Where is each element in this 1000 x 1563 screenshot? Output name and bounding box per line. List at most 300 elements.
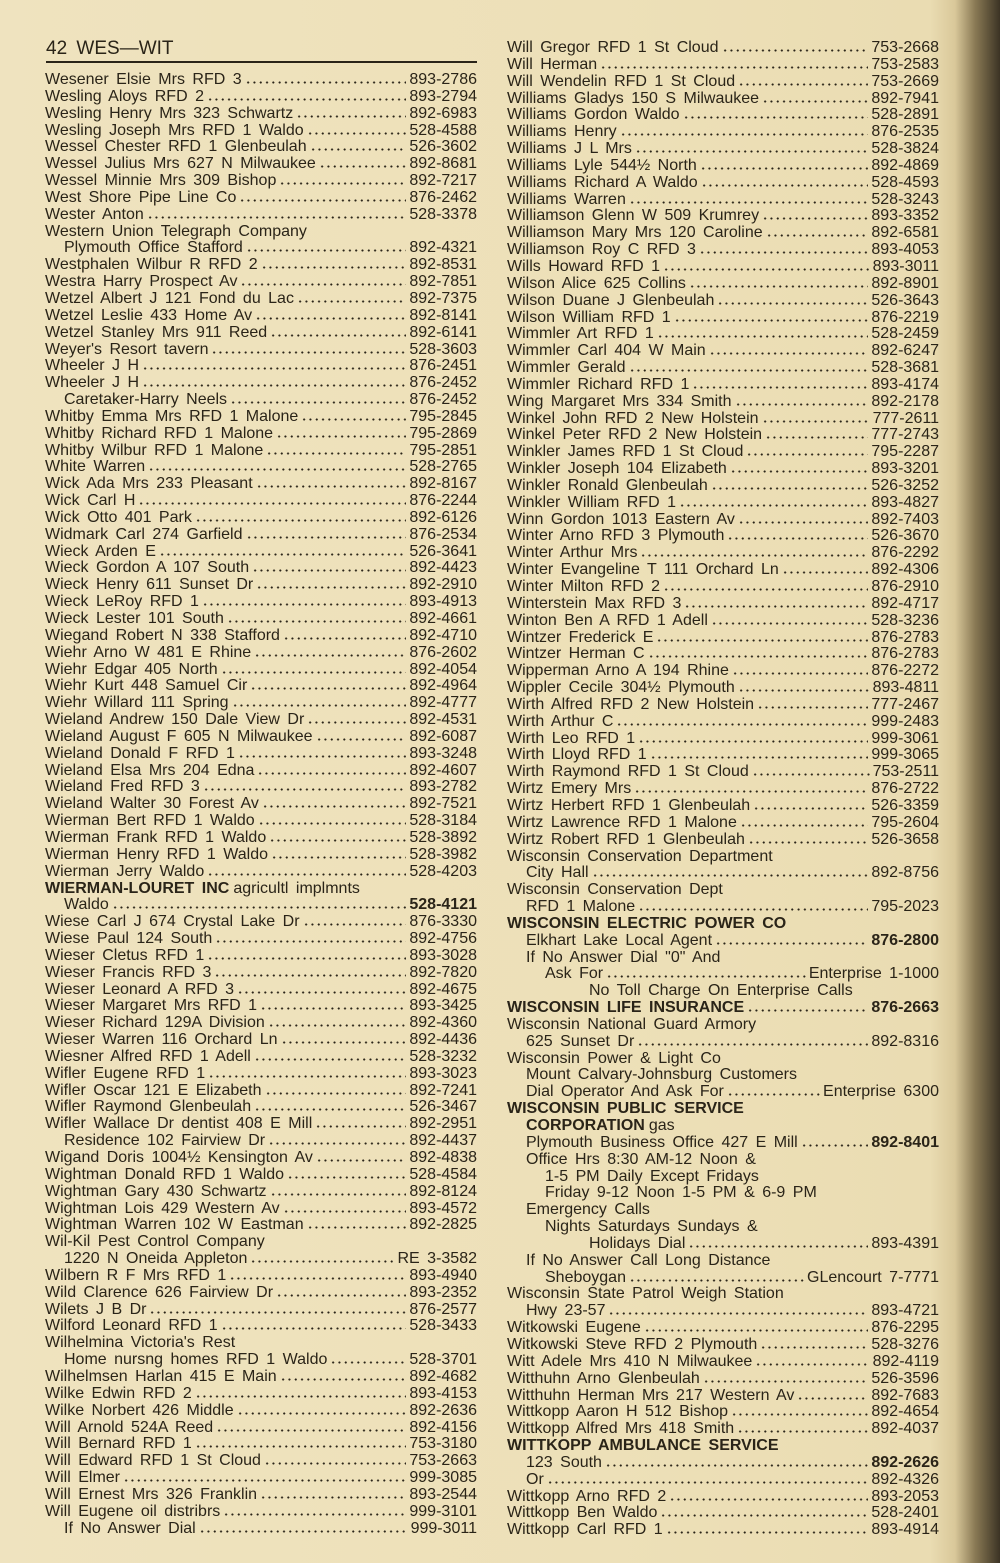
listing-name: Whitby Wilbur RFD 1 Malone [45, 441, 264, 459]
listing-row [45, 847, 477, 864]
listing-name: Wilson William RFD 1 [507, 308, 671, 326]
listing-phone: RE 3-3582 [397, 1250, 477, 1268]
listing-name: Winkler William RFD 1 [507, 493, 676, 511]
dot-leader [276, 428, 406, 438]
listing-name: Williams J L Mrs [507, 140, 632, 158]
listing-row [507, 849, 939, 866]
listing-name: Will Herman [507, 55, 598, 73]
dot-leader [722, 42, 869, 52]
listing-name: Wigand Doris 1004½ Kensington Av [45, 1149, 313, 1166]
listing-phone: 876-2577 [409, 1300, 477, 1318]
listing-row [45, 409, 477, 426]
listing-name: Wifler Oscar 121 E Elizabeth [45, 1081, 262, 1099]
listing-row [45, 1285, 477, 1302]
listing-row [507, 630, 939, 647]
dot-leader [195, 1438, 407, 1448]
dot-leader [762, 210, 868, 220]
listing-name: Wittkopp Alfred Mrs 418 Smith [507, 1420, 735, 1438]
listing-phone: 528-2401 [871, 1504, 939, 1522]
dot-leader [142, 360, 406, 370]
listing-name: West Shore Pipe Line Co [45, 188, 237, 206]
listing-phone: 892-2951 [409, 1115, 477, 1133]
listing-phone: 892-8681 [409, 155, 477, 173]
listing-note: agricultl implmnts [233, 879, 360, 897]
listing-phone: 876-3330 [409, 913, 477, 931]
dot-leader [280, 1371, 407, 1381]
listing-row [507, 1152, 939, 1169]
listing-row [45, 1369, 477, 1386]
dot-leader [731, 1406, 868, 1416]
listing-phone: 892-4437 [409, 1132, 477, 1150]
listing-row [45, 257, 477, 274]
listing-phone: 999-3101 [409, 1502, 477, 1520]
dot-leader [689, 278, 869, 288]
listing-phone: 892-4682 [409, 1367, 477, 1385]
listing-phone: 892-7851 [409, 273, 477, 291]
listing-name: Wetzel Albert J 121 Fond du Lac [45, 289, 294, 307]
listing-row [507, 427, 939, 444]
listing-name: WISCONSIN PUBLIC SERVICE [507, 1100, 744, 1118]
listing-phone: 892-8167 [409, 475, 477, 493]
listing-phone: 892-8901 [871, 274, 939, 292]
dot-leader [214, 967, 406, 977]
listing-name: Wirth Raymond RFD 1 St Cloud [507, 763, 749, 781]
listing-phone: 893-2544 [409, 1485, 477, 1503]
listing-row [45, 796, 477, 813]
listing-name: Williamson Glenn W 509 Krumrey [507, 207, 760, 225]
dot-leader [606, 968, 806, 978]
dot-leader [262, 798, 407, 808]
listing-phone: 999-2483 [871, 712, 939, 730]
dot-leader [684, 598, 868, 608]
listing-name: Residence 102 Fairview Dr [64, 1132, 266, 1150]
listing-row [507, 1522, 939, 1539]
listing-row [507, 1000, 939, 1017]
listing-row [45, 1386, 477, 1403]
listing-phone: Enterprise 1-1000 [808, 965, 939, 983]
dot-leader [797, 1390, 868, 1400]
listing-name: 1220 N Oneida Appleton [64, 1250, 248, 1268]
dot-leader [753, 800, 868, 810]
listing-name: Wieser Margaret Mrs RFD 1 [45, 997, 258, 1015]
listing-phone: 893-4913 [409, 593, 477, 611]
listing-row [45, 645, 477, 662]
dot-leader [221, 1320, 407, 1330]
dot-leader [207, 950, 406, 960]
listing-phone: 528-3681 [871, 359, 939, 377]
listing-name: Winton Ben A RFD 1 Adell [507, 611, 708, 629]
dot-leader [629, 362, 869, 372]
listing-row [507, 1337, 939, 1354]
listing-name: Wintzer Herman C [507, 645, 645, 663]
listing-row [507, 74, 939, 91]
listing-row [507, 1438, 939, 1455]
listing-phone: 876-2452 [409, 391, 477, 409]
listing-phone: 893-4827 [871, 493, 939, 511]
listing-name: Wisconsin National Guard Armory [507, 1015, 757, 1033]
listing-phone: 892-4654 [871, 1403, 939, 1421]
dot-leader [208, 1068, 406, 1078]
listing-row [45, 1184, 477, 1201]
listing-phone: 892-7683 [871, 1386, 939, 1404]
dot-leader [265, 1085, 407, 1095]
listing-phone: 892-4054 [409, 660, 477, 678]
dot-leader [301, 411, 406, 421]
listing-name: Wierman Frank RFD 1 Waldo [45, 828, 267, 846]
dot-leader [238, 748, 407, 758]
listing-phone: 753-2511 [872, 763, 939, 781]
dot-leader [740, 817, 869, 827]
listing-phone: 892-4607 [409, 761, 477, 779]
listing-name: Wittkopp Arno RFD 2 [507, 1487, 667, 1505]
listing-row [507, 646, 939, 663]
listing-name: Wittkopp Carl RFD 1 [507, 1521, 663, 1539]
listing-phone: 528-3982 [409, 845, 477, 863]
listing-name: Winter Arno RFD 3 Plymouth [507, 527, 725, 545]
listing-name: Will Edward RFD 1 St Cloud [45, 1452, 261, 1470]
listing-phone: 893-4174 [871, 375, 939, 393]
listing-phone: 893-4391 [871, 1234, 939, 1252]
listing-row [507, 310, 939, 327]
listing-phone: 876-2295 [871, 1319, 939, 1337]
listing-phone: 876-2663 [871, 999, 939, 1017]
listing-row [45, 1234, 477, 1251]
listing-row [507, 1371, 939, 1388]
listing-name: Winter Arthur Mrs [507, 544, 638, 562]
listing-name: Wifler Wallace Dr dentist 408 E Mill [45, 1115, 313, 1133]
listing-name: Westphalen Wilbur R RFD 2 [45, 256, 258, 274]
listing-row [45, 1268, 477, 1285]
dot-leader [227, 613, 407, 623]
listing-row [507, 1202, 939, 1219]
listing-name: Wilke Edwin RFD 2 [45, 1384, 192, 1402]
listing-phone: 892-6581 [871, 224, 939, 242]
listing-name: City Hall [526, 864, 589, 882]
listing-phone: 528-3276 [871, 1335, 939, 1353]
listing-name: Wieland Fred RFD 3 [45, 778, 200, 796]
listing-note: gas [648, 1117, 675, 1134]
listing-row [45, 1133, 477, 1150]
dot-leader [620, 126, 869, 136]
listing-name: Wills Howard RFD 1 [507, 257, 661, 275]
listing-row [45, 1201, 477, 1218]
listing-name: Wester Anton [45, 205, 144, 223]
listing-name: Wilhelmsen Harlan 415 E Main [45, 1367, 277, 1385]
listing-row [507, 596, 939, 613]
listing-phone: 528-4593 [871, 173, 939, 191]
listing-phone: 753-2668 [871, 39, 939, 56]
listing-phone: 892-6247 [871, 342, 939, 360]
dot-leader [782, 564, 869, 574]
listing-name: Wiehr Kurt 448 Samuel Cir [45, 677, 248, 695]
listing-name: Wilson Alice 625 Collins [507, 274, 686, 292]
listing-row [507, 326, 939, 343]
listing-phone: 526-3658 [871, 830, 939, 848]
dot-leader [207, 91, 406, 101]
listing-name: Wieser Leonard A RFD 3 [45, 980, 234, 998]
listing-row [507, 208, 939, 225]
listing-phone: 999-3061 [871, 729, 939, 747]
listing-name: Williamson Roy C RFD 3 [507, 241, 696, 259]
listing-phone: 892-4037 [871, 1420, 939, 1438]
dot-leader [138, 495, 406, 505]
listing-row [45, 1453, 477, 1470]
listing-phone: 876-2783 [871, 645, 939, 663]
listing-phone: 892-6087 [409, 727, 477, 745]
dot-leader [737, 1423, 868, 1433]
listing-row [507, 1051, 939, 1068]
listing-name: Wieser Francis RFD 3 [45, 963, 212, 981]
listing-phone: 892-7521 [409, 795, 477, 813]
listing-name: Witkowski Eugene [507, 1319, 641, 1337]
listing-phone: 526-3641 [409, 542, 477, 560]
dot-leader [256, 478, 407, 488]
dot-leader [307, 1219, 407, 1229]
listing-name: Will Bernard RFD 1 [45, 1435, 192, 1453]
listing-row [507, 242, 939, 259]
listing-name: Wisconsin Conservation Dept [507, 881, 723, 899]
listing-name: Mount Calvary-Johnsburg Customers [526, 1066, 797, 1084]
listing-phone: 892-4661 [409, 610, 477, 627]
listing-row [45, 1302, 477, 1319]
listing-phone: 876-2452 [409, 374, 477, 392]
listing-name: Winkler Joseph 104 Elizabeth [507, 460, 727, 478]
listing-name: Wilhelmina Victoria's Rest [45, 1334, 236, 1352]
listing-row [507, 1404, 939, 1421]
dot-leader [195, 1388, 407, 1398]
listing-row [507, 495, 939, 512]
listing-row [507, 1017, 939, 1034]
listing-phone: 892-2636 [409, 1401, 477, 1419]
dot-leader [711, 615, 869, 625]
listing-phone: 892-8756 [871, 864, 939, 882]
listing-phone: 892-7241 [409, 1081, 477, 1099]
listing-name: If No Answer Dial [64, 1519, 196, 1537]
listing-name: Winn Gordon 1013 Eastern Av [507, 510, 735, 528]
listing-name: Wieser Richard 129A Division [45, 1014, 265, 1032]
page-number: 42 [46, 38, 68, 59]
listing-row [45, 493, 477, 510]
dot-leader [801, 1137, 869, 1147]
dot-leader [640, 547, 868, 557]
listing-row [507, 1303, 939, 1320]
dot-leader [239, 192, 406, 202]
listing-row [507, 865, 939, 882]
listing-row [45, 864, 477, 881]
listing-phone: 892-4756 [409, 930, 477, 948]
dot-leader [703, 1373, 869, 1383]
listing-phone: 892-7375 [409, 289, 477, 307]
dot-leader [638, 733, 868, 743]
listing-name: Wimmler Carl 404 W Main [507, 342, 706, 360]
listing-phone: 795-2023 [871, 898, 939, 916]
listing-phone: 893-4811 [872, 679, 939, 697]
listing-row [507, 950, 939, 967]
listing-phone: 777-2611 [872, 409, 939, 427]
listing-phone: 892-2178 [871, 392, 939, 410]
dot-leader [700, 160, 869, 170]
listing-phone: 876-2462 [409, 188, 477, 206]
dot-leader [762, 413, 870, 423]
listing-phone: 528-4588 [409, 121, 477, 139]
listing-row [507, 411, 939, 428]
listing-row [45, 577, 477, 594]
listing-name: Wirth Lloyd RFD 1 [507, 746, 647, 764]
listing-name: Winter Evangeline T 111 Orchard Ln [507, 561, 779, 579]
listing-name: Wiehr Willard 111 Spring [45, 694, 229, 712]
listing-row [507, 697, 939, 714]
dot-leader [261, 259, 407, 269]
listing-row [45, 173, 477, 190]
listing-name: Wilbern R F Mrs RFD 1 [45, 1266, 227, 1284]
listing-name: Wheeler J H [45, 357, 140, 375]
listing-name: Sheboygan [545, 1268, 626, 1286]
listing-name: Wesling Joseph Mrs RFD 1 Waldo [45, 121, 304, 139]
dot-leader [727, 1086, 820, 1096]
listing-row [45, 1116, 477, 1133]
listing-phone: 892-8316 [871, 1032, 939, 1050]
listing-name: Wimmler Richard RFD 1 [507, 375, 690, 393]
dot-leader [315, 1118, 406, 1128]
listing-name: Friday 9-12 Noon 1-5 PM & 6-9 PM [545, 1184, 817, 1202]
listing-phone: 528-3433 [409, 1317, 477, 1335]
listing-phone: 893-4721 [871, 1302, 939, 1320]
listing-phone: 892-2825 [409, 1216, 477, 1234]
listing-phone: 753-2663 [409, 1452, 477, 1470]
dot-leader [709, 345, 869, 355]
listing-name: Will Wendelin RFD 1 St Cloud [507, 72, 736, 90]
listing-row [507, 444, 939, 461]
listing-phone: 528-3824 [871, 140, 939, 158]
listing-row [45, 72, 477, 89]
dot-leader [254, 1051, 407, 1061]
listing-phone: 528-4121 [409, 896, 477, 914]
dot-leader [699, 244, 868, 254]
listing-name: Wieck Henry 611 Sunset Dr [45, 576, 254, 594]
listing-row [507, 512, 939, 529]
listing-name: Whitby Richard RFD 1 Malone [45, 424, 274, 442]
dot-leader [223, 1506, 406, 1516]
listing-name: Wiehr Edgar 405 North [45, 660, 218, 678]
listing-row [45, 1083, 477, 1100]
listing-phone: 526-3602 [409, 138, 477, 156]
dot-leader [608, 1305, 868, 1315]
dot-leader [254, 1101, 406, 1111]
listing-name: Emergency Calls [526, 1201, 650, 1219]
listing-name: Wilson Duane J Glenbeulah [507, 291, 715, 309]
listing-phone: 892-4531 [409, 711, 477, 729]
listing-name: Home nursng homes RFD 1 Waldo [64, 1351, 328, 1369]
listing-name: Wilke Norbert 426 Middle [45, 1401, 234, 1419]
dot-leader [637, 1036, 868, 1046]
listing-name: WISCONSIN LIFE INSURANCE [507, 999, 745, 1017]
listing-row [45, 813, 477, 830]
listing-phone: 876-2451 [409, 357, 477, 375]
dot-leader [735, 396, 869, 406]
dot-leader [230, 394, 406, 404]
listing-name: Waldo [64, 896, 109, 914]
listing-name: Westra Harry Prospect Av [45, 273, 238, 291]
listing-name: Wieck LeRoy RFD 1 [45, 593, 199, 611]
dot-leader [255, 310, 406, 320]
dot-leader [692, 379, 868, 389]
dot-leader [629, 1272, 804, 1282]
listing-phone: 876-2800 [871, 931, 939, 949]
listing-row [507, 798, 939, 815]
listing-row [507, 663, 939, 680]
listing-phone: 892-7217 [409, 172, 477, 190]
listing-row [45, 1150, 477, 1167]
listing-name: Weyer's Resort tavern [45, 340, 209, 358]
listing-phone: 892-2910 [409, 576, 477, 594]
dot-leader [650, 749, 869, 759]
listing-name: Wick Carl H [45, 492, 136, 510]
dot-leader [269, 832, 406, 842]
listing-row [45, 426, 477, 443]
listing-row [45, 510, 477, 527]
listing-name: Office Hrs 8:30 AM-12 Noon & [526, 1150, 756, 1168]
listing-name: RFD 1 Malone [526, 898, 636, 916]
listing-name: Wilets J B Dr [45, 1300, 147, 1318]
listing-name: Will Elmer [45, 1469, 120, 1487]
listing-row [45, 560, 477, 577]
listing-row [507, 680, 939, 697]
listing-phone: 528-3184 [409, 812, 477, 830]
listing-name: Wightman Donald RFD 1 Waldo [45, 1165, 285, 1183]
listing-row [507, 815, 939, 832]
right-column [507, 40, 939, 1539]
listing-phone: 528-3243 [871, 190, 939, 208]
listing-row [507, 478, 939, 495]
listing-name: Wieland Andrew 150 Dale View Dr [45, 711, 305, 729]
dot-leader [547, 1474, 869, 1484]
listing-name: Widmark Carl 274 Garfield [45, 525, 243, 543]
listing-name: Wierman Henry RFD 1 Waldo [45, 845, 269, 863]
listing-phone: 892-6141 [409, 323, 477, 341]
dot-leader [656, 632, 868, 642]
dot-leader [732, 665, 868, 675]
dot-leader [592, 867, 869, 877]
listing-row [507, 1135, 939, 1152]
dot-leader [669, 1491, 868, 1501]
listing-row [507, 141, 939, 158]
listing-name: Wiegand Robert N 338 Stafford [45, 626, 280, 644]
listing-row [507, 1320, 939, 1337]
dot-leader [319, 158, 407, 168]
listing-name: Holidays Dial [589, 1234, 686, 1252]
listing-name: Wisconsin State Patrol Weigh Station [507, 1285, 784, 1303]
listing-row [45, 1015, 477, 1032]
listing-name: Wieland August F 605 N Milwaukee [45, 727, 313, 745]
listing-name: Wifler Eugene RFD 1 [45, 1064, 206, 1082]
listing-phone: 526-3252 [871, 476, 939, 494]
dot-leader [211, 344, 406, 354]
listing-row [507, 175, 939, 192]
listing-phone: 893-3011 [872, 257, 939, 275]
listing-phone: 876-2535 [871, 123, 939, 141]
listing-row [507, 1388, 939, 1405]
listing-name: Wessel Chester RFD 1 Glenbeulah [45, 138, 307, 156]
listing-phone: 876-2602 [409, 643, 477, 661]
listing-row [45, 594, 477, 611]
dot-leader [252, 562, 406, 572]
listing-name: Wierman Jerry Waldo [45, 862, 205, 880]
listing-row [45, 948, 477, 965]
listing-name: Wifler Raymond Glenbeulah [45, 1098, 252, 1116]
listing-name: Wick Otto 401 Park [45, 508, 192, 526]
listing-row [507, 579, 939, 596]
listing-name: Williamson Mary Mrs 120 Caroline [507, 224, 763, 242]
